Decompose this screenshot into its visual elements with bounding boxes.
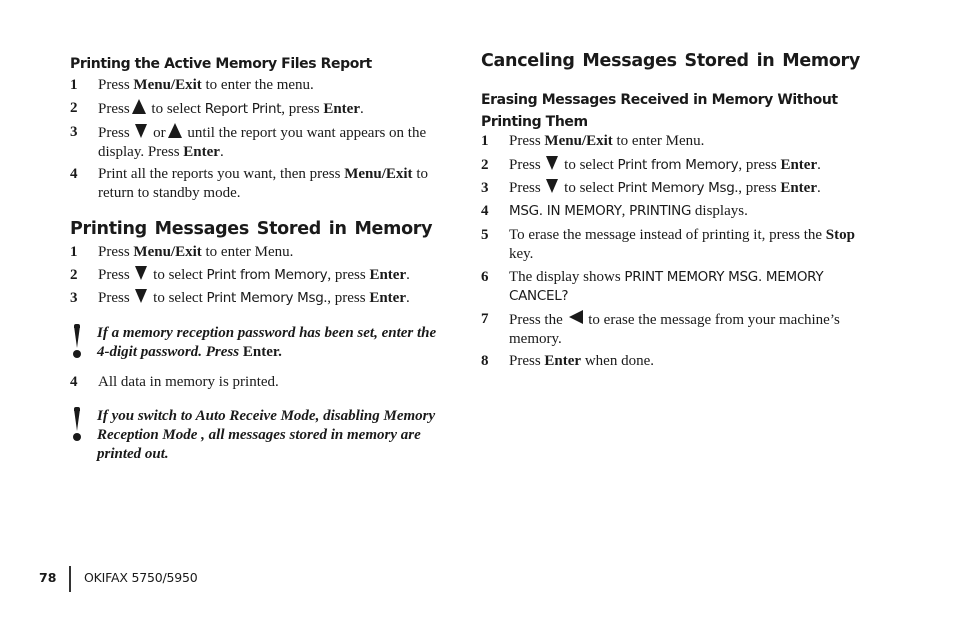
step-number: 5 [481, 227, 489, 243]
step-number: 2 [70, 267, 78, 283]
step-number: 1 [481, 133, 489, 149]
list-item: 3 Press to select Print Memory Msg., press Enter. [70, 290, 410, 306]
down-arrow-icon [135, 266, 147, 280]
cancel-heading: Canceling Messages Stored in Memory [481, 51, 860, 71]
key-label: Menu/Exit [544, 133, 613, 149]
step-number: 2 [70, 100, 78, 116]
step-number: 4 [70, 166, 78, 182]
list-item: 7 Press the to erase the message from your machine’s memory. [481, 311, 840, 347]
list-item: 2 Press to select Print from Memory, press Enter. [481, 157, 821, 173]
display-text: Print Memory Msg [617, 180, 735, 196]
down-arrow-icon [546, 156, 558, 170]
display-text: Print Memory Msg [206, 290, 324, 306]
note-box [70, 407, 452, 464]
key-label: Menu/Exit [133, 244, 202, 260]
erase-heading: Erasing Messages Received in Memory Without Printing Them [481, 92, 838, 130]
step-number: 1 [70, 77, 78, 93]
display-text: MSG. IN MEMORY [509, 203, 622, 219]
down-arrow-icon [135, 124, 147, 138]
key-label: Stop [825, 227, 855, 243]
display-text: Print from Memory [617, 157, 739, 173]
page-number: 78 [39, 570, 57, 585]
display-text: PRINTING [629, 203, 692, 219]
exclamation-icon [72, 326, 82, 360]
key-label: Enter [780, 180, 817, 196]
list-item: 2 Press to select Print from Memory, press Enter. [70, 267, 410, 283]
note-text: If you switch to Auto Receive Mode, disabling Memory Reception Mode , all messages stored in memory are printed out. [97, 408, 436, 462]
key-label: Enter [183, 144, 220, 160]
list-item: 1 Press Menu/Exit to enter the menu. [70, 77, 314, 93]
step-number: 3 [481, 180, 489, 196]
key-label: Enter. [242, 344, 282, 360]
note-box: If a memory reception password has been set, enter the 4-digit password. Press Enter. [70, 324, 452, 362]
down-arrow-icon [135, 289, 147, 303]
list-item: 1 Press Menu/Exit to enter Menu. [481, 133, 705, 149]
product-name: OKIFAX 5750/5950 [84, 570, 198, 585]
list-item: 4 MSG. IN MEMORY, PRINTING displays. [481, 203, 748, 219]
list-item [70, 373, 452, 392]
down-arrow-icon [546, 179, 558, 193]
key-label: Enter [369, 290, 406, 306]
key-label: Enter [369, 267, 407, 283]
list-item: 3 Press to select Print Memory Msg., press Enter. [481, 180, 821, 196]
print-heading: Printing Messages Stored in Memory [70, 219, 433, 239]
up-arrow-icon [168, 123, 182, 138]
step-number: 4 [70, 374, 78, 390]
step-number: 3 [70, 124, 78, 140]
step-number: 1 [70, 244, 78, 260]
key-label: Menu/Exit [344, 166, 413, 182]
step-text: All data in memory is printed. [98, 374, 279, 390]
key-label: Enter [780, 157, 818, 173]
list-item: 1 Press Menu/Exit to enter Menu. [70, 244, 294, 260]
display-text: Print from Memory [206, 267, 328, 283]
step-number: 8 [481, 353, 489, 369]
list-item: 5 To erase the message instead of printing it, press the Stop key. [481, 227, 855, 262]
step-number: 6 [481, 269, 489, 285]
key-label: Menu/Exit [133, 77, 202, 93]
step-number: 4 [481, 203, 489, 219]
step-number: 7 [481, 311, 489, 327]
list-item: 6 The display shows PRINT MEMORY MSG. MEMORY CANCEL? [481, 269, 824, 304]
footer-divider [69, 566, 71, 592]
list-item: 3 Press or until the report you want appears on the display. Press Enter. [70, 124, 427, 160]
list-item: 4 Print all the reports you want, then press Menu/Exit to return to standby mode. [70, 166, 428, 201]
key-label: Enter [544, 353, 582, 369]
display-text: PRINT MEMORY MSG. MEMORY CANCEL? [509, 269, 824, 304]
left-arrow-icon [569, 310, 583, 324]
report-heading: Printing the Active Memory Files Report [70, 56, 372, 72]
list-item: 2 Press to select Report Print, press Enter. [70, 100, 364, 117]
display-text: Report Print [204, 101, 282, 117]
key-label: Enter [323, 101, 360, 117]
step-number: 2 [481, 157, 489, 173]
step-number: 3 [70, 290, 78, 306]
exclamation-icon [72, 409, 82, 443]
up-arrow-icon [132, 99, 146, 114]
list-item: 8 Press Enter when done. [481, 353, 654, 369]
